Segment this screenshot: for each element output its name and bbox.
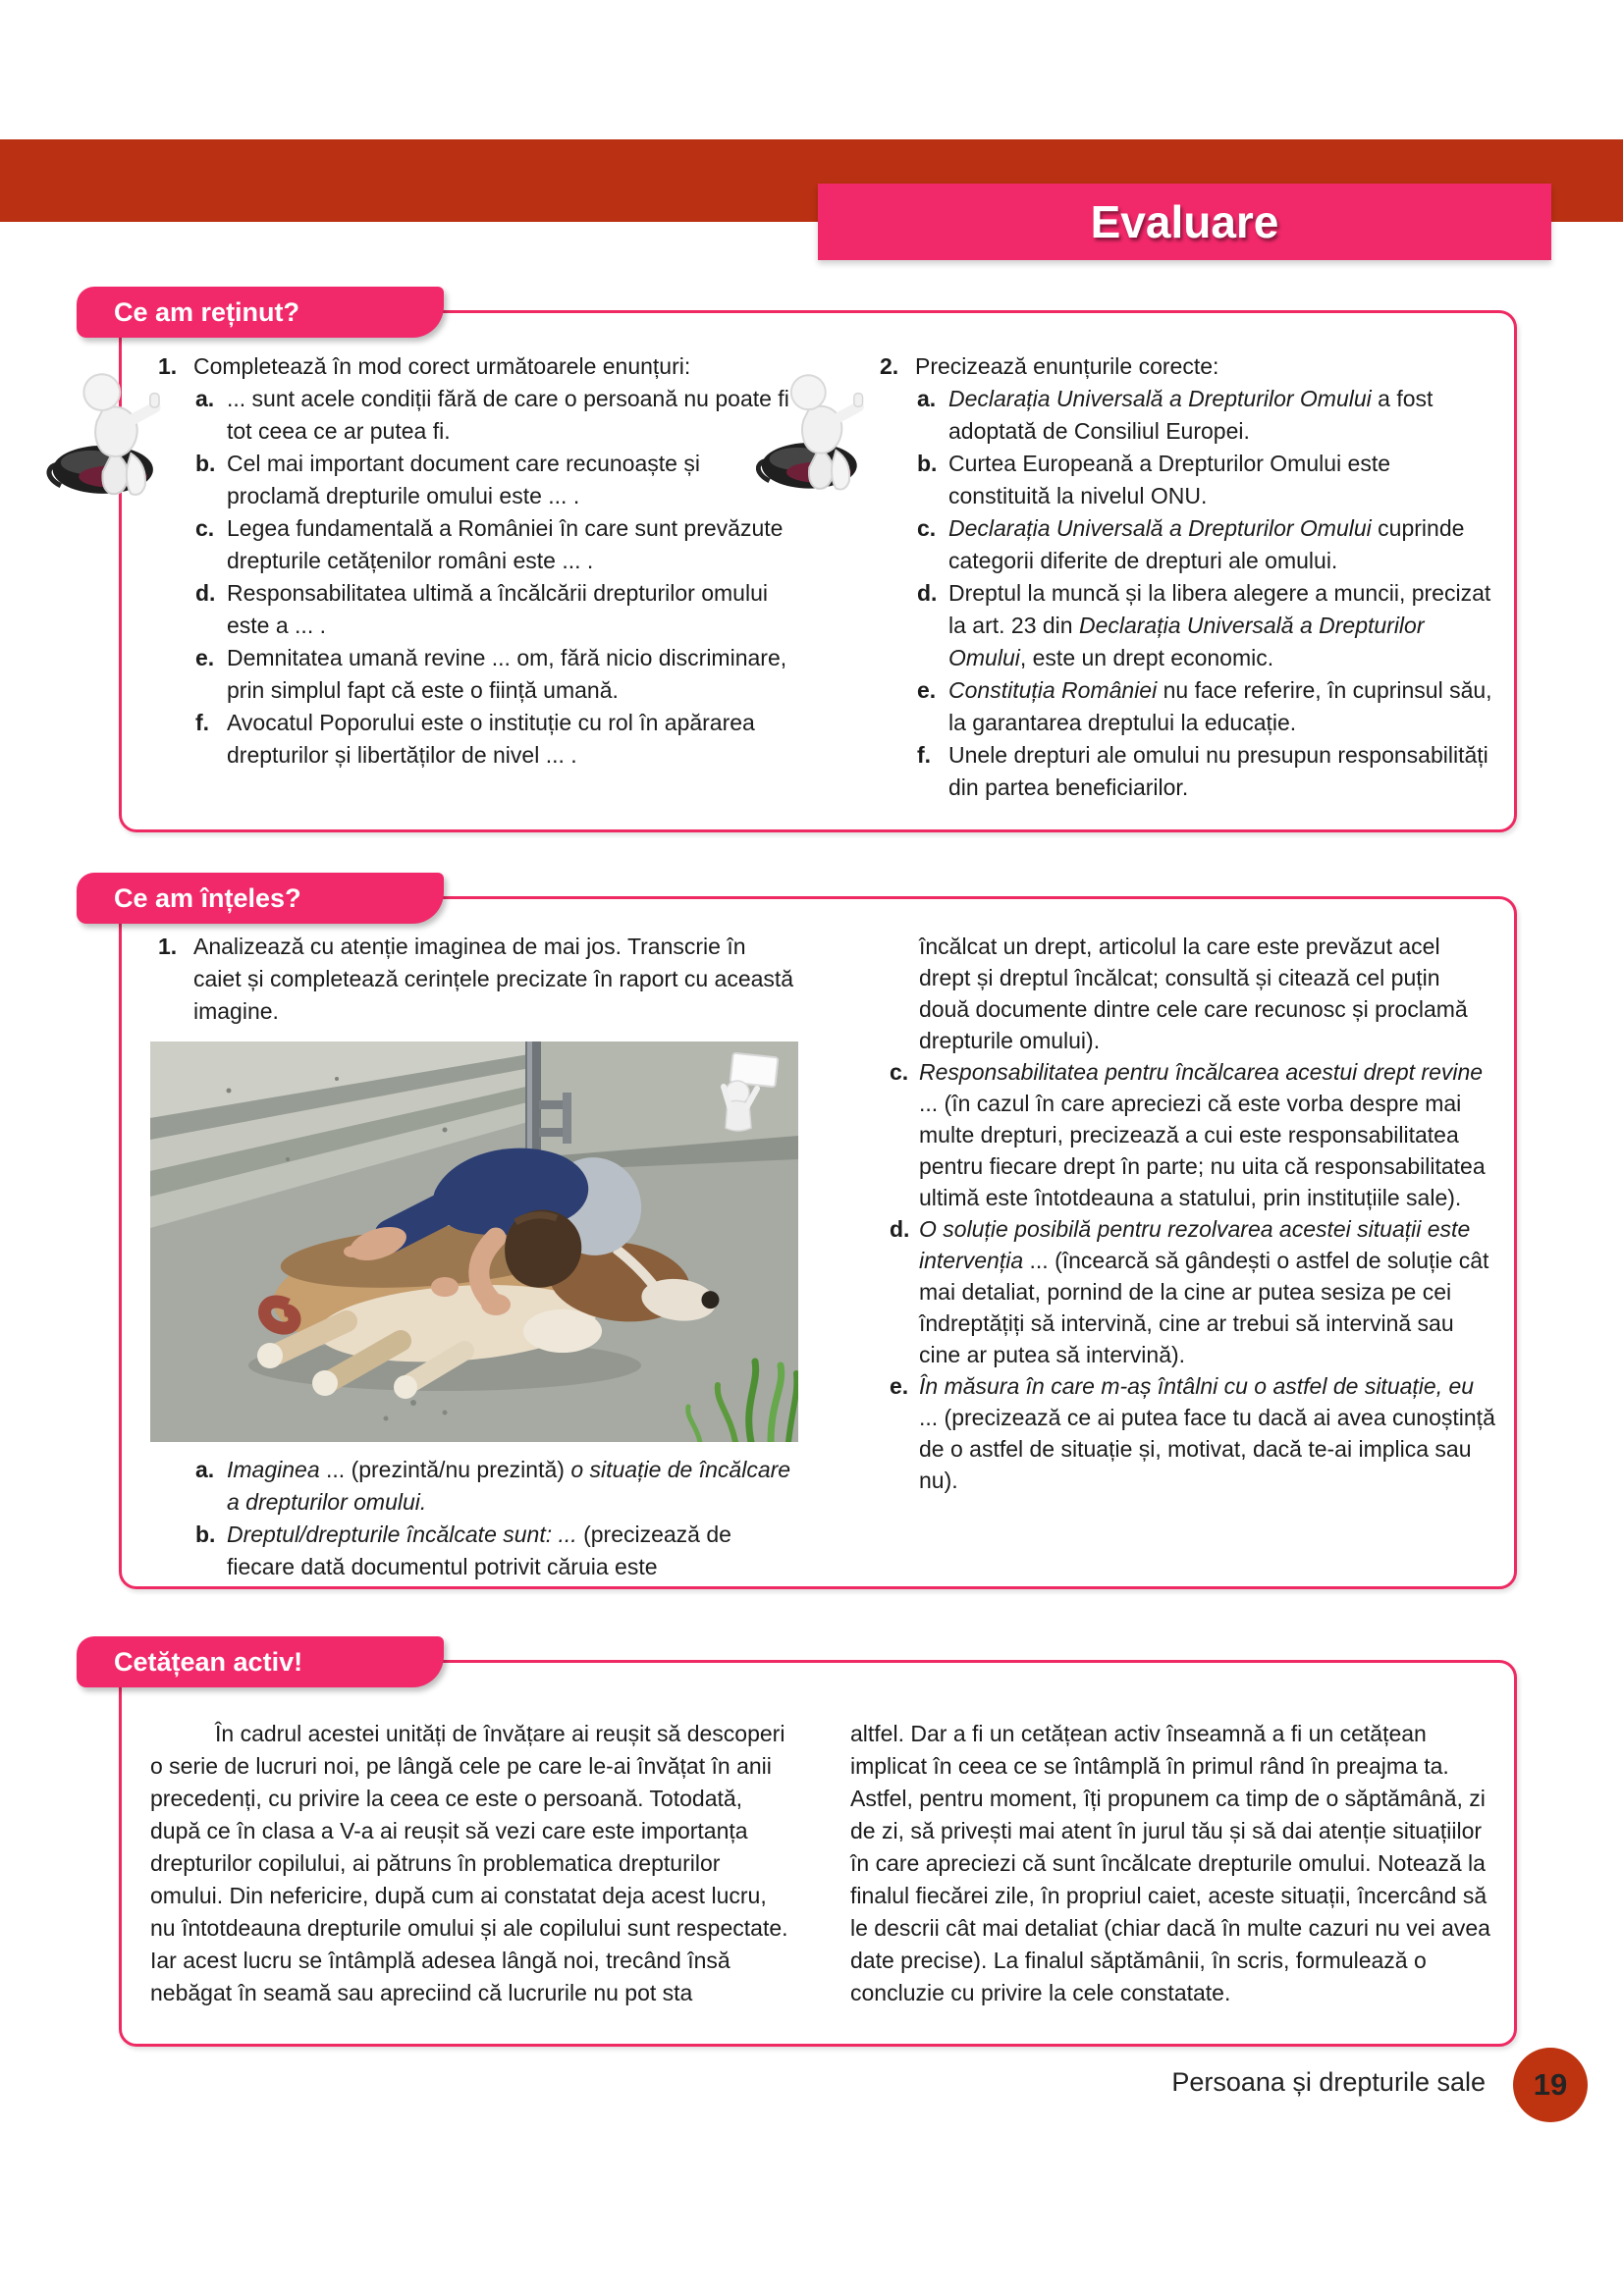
section-box-ce-am-inteles bbox=[119, 896, 1517, 1589]
image-exercise-column bbox=[158, 931, 798, 1583]
activ-paragraph-left: În cadrul acestei unități de învățare ai reușit să descoperi o serie de lucruri noi, pe lângă cele pe care le-ai învățat în anii precedenți, cu privire la ceea ce este o persoană. Totodată, după ce în clasa a V-a ai reușit să vezi care este importanța drepturilor copilului, ai pătruns în problematica drepturilor omului. Din nefericire, după cum ai constatat deja acest lucru, nu întotdeauna drepturile omului și ale copilului sunt respectate. Iar acest lucru se întâmplă adesea lângă noi, trecând însă nebăgat în seamă sau apreciind că lucrurile nu pot sta bbox=[150, 1721, 788, 2005]
exercise-item bbox=[890, 1370, 1496, 1496]
exercise-item bbox=[917, 448, 1493, 512]
activ-paragraph-right: altfel. Dar a fi un cetățean activ înseamnă a fi un cetățean implicat în ceea ce se întâmplă în primul rând în preajma ta. Astfel, pentru moment, îți propunem ca timp de o săptămână, zi de zi, să privești mai atent în jurul tău și să dai atenție situațiilor în care apreciezi că sunt încălcate drepturile omului. Notează la finalul fiecărei zile, în propriul caiet, aceste situații, încercând să le descrii cât mai detaliat (chiar dacă în multe cazuri nu vei avea date precise). La finalul săptămânii, în scris, formulează o concluzie cu privire la cele constatate. bbox=[850, 1721, 1490, 2005]
item-text: Declarația Universală a Drepturilor Omului a fost adoptată de Consiliul Europei. bbox=[948, 386, 1434, 444]
footer-chapter-title: Persoana și drepturile sale bbox=[1171, 2067, 1486, 2097]
exercise-item bbox=[917, 674, 1493, 739]
item-text: Dreptul la muncă și la libera alegere a muncii, precizat la art. 23 din Declarația Universală a Drepturilor Omului, este un drept economic. bbox=[948, 580, 1491, 670]
item-label: d. bbox=[917, 580, 938, 606]
item-label: c. bbox=[890, 1059, 909, 1085]
exercise-2-column bbox=[880, 350, 1493, 804]
page-number-badge bbox=[1513, 2048, 1588, 2122]
item-text: Dreptul/drepturile încălcate sunt: ... (precizează de fiecare dată documentul potrivit căruia este bbox=[227, 1522, 731, 1579]
image-exercise-continuation-column bbox=[890, 931, 1496, 1496]
exercise-item-list bbox=[195, 383, 791, 772]
item-text: Curtea Europeană a Drepturilor Omului este constituită la nivelul ONU. bbox=[948, 451, 1391, 508]
exercise-head bbox=[158, 931, 798, 1028]
exercise-continuation-text: încălcat un drept, articolul la care este prevăzut acel drept și dreptul încălcat; consultă și citează cel puțin două documente dintre cele care recunosc și proclamă drepturile omului). bbox=[919, 934, 1468, 1053]
exercise-item-list bbox=[917, 383, 1493, 804]
item-text: Responsabilitatea pentru încălcarea acestui drept revine ... (în cazul în care apreciezi că este vorba despre mai multe drepturi, precizează a cui este responsabilitatea pentru fiecare drept în parte; nu uita că responsabilitatea ultimă este întotdeauna a statului, prin instituțiile sale). bbox=[919, 1059, 1486, 1210]
exercise-item bbox=[890, 1213, 1496, 1370]
item-label: a. bbox=[917, 386, 937, 411]
item-text: Demnitatea umană revine ... om, fără nicio discriminare, prin simplul fapt că este o ființă umană. bbox=[227, 645, 787, 703]
item-label: c. bbox=[917, 515, 937, 541]
item-label: c. bbox=[195, 515, 215, 541]
item-label: a. bbox=[195, 386, 215, 411]
exercise-item bbox=[195, 512, 791, 577]
page-number: 19 bbox=[1533, 2067, 1568, 2102]
exercise-1-column bbox=[158, 350, 791, 772]
item-label: e. bbox=[890, 1373, 909, 1399]
exercise-item bbox=[195, 707, 791, 772]
item-text: Constituția României nu face referire, în cuprinsul său, la garantarea dreptului la educație. bbox=[948, 677, 1492, 735]
section-box-cetatean-activ bbox=[119, 1660, 1517, 2047]
item-text: Imaginea ... (prezintă/nu prezintă) o situație de încălcare a drepturilor omului. bbox=[227, 1457, 791, 1515]
exercise-head bbox=[880, 350, 1493, 383]
exercise-item-list bbox=[195, 1454, 798, 1583]
item-label: d. bbox=[195, 580, 216, 606]
item-text: Unele drepturi ale omului nu presupun responsabilități din partea beneficiarilor. bbox=[948, 742, 1488, 800]
exercise-lead: Precizează enunțurile corecte: bbox=[915, 353, 1219, 379]
item-text: Responsabilitatea ultimă a încălcării drepturilor omului este a ... . bbox=[227, 580, 768, 638]
exercise-item bbox=[195, 383, 791, 448]
item-text: Avocatul Poporului este o instituție cu rol în apărarea drepturilor și libertăților de nivel ... . bbox=[227, 710, 755, 768]
page-title: Evaluare bbox=[818, 184, 1551, 260]
item-label: a. bbox=[195, 1457, 215, 1482]
exercise-item bbox=[917, 383, 1493, 448]
item-text: ... sunt acele condiții fără de care o persoană nu poate fi tot ceea ce ar putea fi. bbox=[227, 386, 789, 444]
mascot-on-mouse-icon bbox=[756, 361, 880, 497]
mascot-on-mouse-icon bbox=[43, 363, 181, 499]
section-tab-cetatean-activ: Cetățean activ! bbox=[77, 1636, 444, 1687]
item-text: Declarația Universală a Drepturilor Omului cuprinde categorii diferite de drepturi ale omului. bbox=[948, 515, 1465, 573]
section-tab-ce-am-inteles: Ce am înțeles? bbox=[77, 873, 444, 924]
exercise-lead: Analizează cu atenție imaginea de mai jos. Transcrie în caiet și completează cerințele precizate în raport cu această imagine. bbox=[193, 934, 794, 1024]
exercise-number: 1. bbox=[158, 934, 178, 959]
exercise-lead: Completează în mod corect următoarele enunțuri: bbox=[193, 353, 691, 379]
exercise-item bbox=[195, 577, 791, 642]
item-label: b. bbox=[195, 1522, 216, 1547]
item-label: e. bbox=[195, 645, 215, 670]
exercise-head bbox=[158, 350, 791, 383]
exercise-number: 2. bbox=[880, 353, 899, 379]
exercise-number: 1. bbox=[158, 353, 178, 379]
exercise-item bbox=[917, 577, 1493, 674]
exercise-item bbox=[195, 1519, 798, 1583]
exercise-item bbox=[917, 512, 1493, 577]
item-label: e. bbox=[917, 677, 937, 703]
item-text: În măsura în care m-aș întâlni cu o astfel de situație, eu ... (precizează ce ai putea face tu dacă ai avea cunoștință de o astfel de situație și, motivat, dacă te-ai implica sau nu). bbox=[919, 1373, 1495, 1493]
exercise-item bbox=[917, 739, 1493, 804]
item-label: f. bbox=[195, 710, 210, 735]
item-label: b. bbox=[917, 451, 938, 476]
item-text: Legea fundamentală a României în care sunt prevăzute drepturile cetățenilor români este ... . bbox=[227, 515, 784, 573]
exercise-item bbox=[890, 1056, 1496, 1213]
item-text: Cel mai important document care recunoaște și proclamă drepturile omului este ... . bbox=[227, 451, 700, 508]
item-label: d. bbox=[890, 1216, 910, 1242]
item-label: b. bbox=[195, 451, 216, 476]
exercise-item bbox=[195, 1454, 798, 1519]
exercise-item bbox=[195, 642, 791, 707]
item-text: O soluție posibilă pentru rezolvarea acestei situații este intervenția ... (încearcă să gândești o astfel de soluție cât mai detaliat, pornind de la cine ar putea sesiza pe cei îndreptățiți să intervină, cine ar trebui să intervină sau cine ar putea să intervină). bbox=[919, 1216, 1489, 1367]
boy-hugging-dog-photo bbox=[150, 1041, 798, 1442]
exercise-item bbox=[195, 448, 791, 512]
exercise-item-list bbox=[890, 1056, 1496, 1496]
item-label: f. bbox=[917, 742, 932, 768]
section-tab-ce-am-retinut: Ce am reținut? bbox=[77, 287, 444, 338]
